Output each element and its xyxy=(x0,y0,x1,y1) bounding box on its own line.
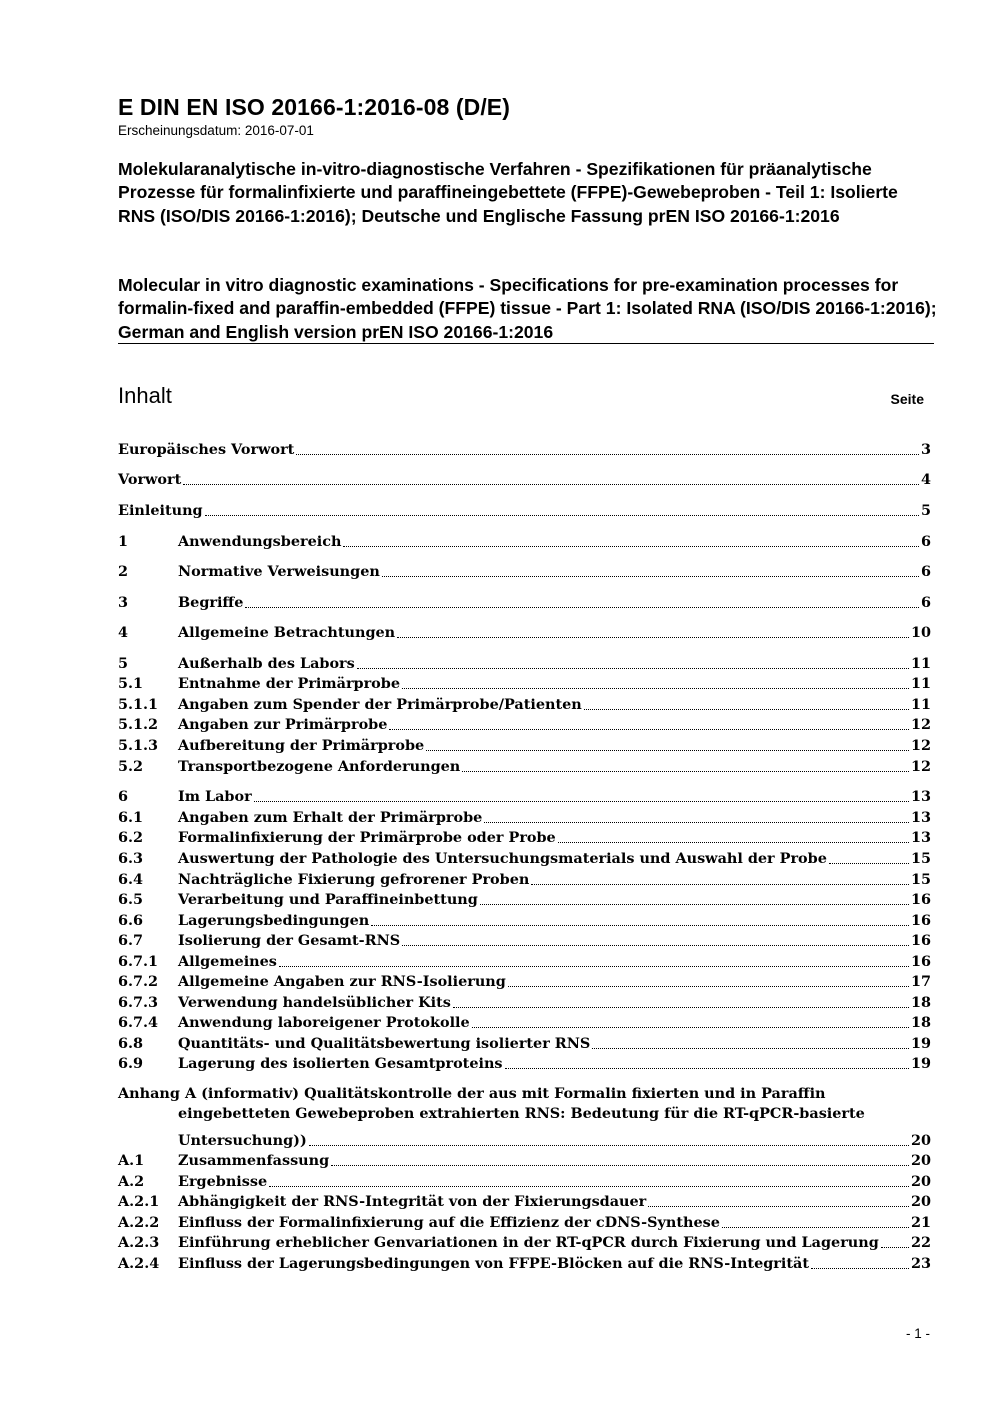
toc-entry[interactable] xyxy=(118,787,931,807)
toc-entry-title: Allgemeine Betrachtungen xyxy=(178,624,396,641)
toc-entry[interactable] xyxy=(118,562,931,582)
toc-entry[interactable] xyxy=(118,828,931,848)
toc-dot-leader xyxy=(531,884,909,885)
toc-entry-number: 6.9 xyxy=(118,1055,144,1072)
toc-entry-title: Entnahme der Primärprobe xyxy=(178,675,400,692)
toc-dot-leader xyxy=(371,925,909,926)
toc-entry-number: 6.2 xyxy=(118,829,144,846)
toc-entry-title: Außerhalb des Labors xyxy=(178,655,355,672)
toc-entry-title: Lagerung des isolierten Gesamtproteins xyxy=(178,1055,503,1072)
toc-entry[interactable] xyxy=(118,1054,931,1074)
toc-entry-title: Isolierung der Gesamt-RNS xyxy=(178,932,401,949)
toc-entry-page: 18 xyxy=(910,994,931,1011)
toc-entry-page: 19 xyxy=(910,1055,931,1072)
toc-entry[interactable] xyxy=(118,870,931,890)
toc-dot-leader xyxy=(480,904,909,905)
toc-entry[interactable] xyxy=(118,654,931,674)
toc-entry-number: A.2 xyxy=(118,1173,145,1190)
toc-entry-title: Abhängigkeit der RNS-Integrität von der Fixierungsdauer xyxy=(178,1193,647,1210)
toc-entry-number: 4 xyxy=(118,624,129,641)
toc-entry-title: Einführung erheblicher Genvariationen in der RT-qPCR durch Fixierung und Lagerung xyxy=(178,1234,879,1251)
toc-entry[interactable] xyxy=(118,1034,931,1054)
toc-dot-leader xyxy=(462,771,909,772)
toc-entry-page: 16 xyxy=(910,912,931,929)
toc-entry-title: Untersuchung)) xyxy=(178,1132,307,1149)
toc-entry-title: Quantitäts- und Qualitätsbewertung isolierter RNS xyxy=(178,1035,591,1052)
toc-dot-leader xyxy=(296,454,919,455)
toc-dot-leader xyxy=(389,729,909,730)
toc-dot-leader xyxy=(648,1206,909,1207)
toc-entry-number: A.2.1 xyxy=(118,1193,160,1210)
toc-entry[interactable] xyxy=(118,931,931,951)
toc-entry-title: Nachträgliche Fixierung gefrorener Proben xyxy=(178,871,530,888)
toc-entry[interactable] xyxy=(118,972,931,992)
toc-dot-leader xyxy=(397,637,909,638)
toc-entry-number: 6.7.2 xyxy=(118,973,159,990)
toc-entry-page: 6 xyxy=(920,533,931,550)
toc-entry-title: Angaben zur Primärprobe xyxy=(178,716,388,733)
toc-entry-number: 6.7.3 xyxy=(118,994,159,1011)
toc-entry-title: Zusammenfassung xyxy=(178,1152,330,1169)
toc-entry-page: 13 xyxy=(910,788,931,805)
toc-entry-page: 21 xyxy=(910,1214,931,1231)
toc-dot-leader xyxy=(584,709,909,710)
toc-entry-page: 11 xyxy=(910,696,931,713)
title-german: Molekularanalytische in-vitro-diagnostische Verfahren - Spezifikationen für präanalytische Prozesse für formalinfixierte und paraffineingebettete (FFPE)-Gewebeproben - Teil 1: Isolierte RNS (ISO/DIS 20166-1:2016); Deutsche und Englische Fassung prEN ISO 20166-1:2016 xyxy=(118,159,898,226)
toc-entry-number: 5 xyxy=(118,655,129,672)
toc-entry-number: 6.7.4 xyxy=(118,1014,159,1031)
toc-dot-leader xyxy=(881,1247,909,1248)
toc-entry-page: 20 xyxy=(910,1152,931,1169)
toc-entry-page: 6 xyxy=(920,594,931,611)
toc-dot-leader xyxy=(558,842,909,843)
toc-entry-page: 12 xyxy=(910,716,931,733)
toc-entry[interactable] xyxy=(118,532,931,552)
toc-entry[interactable] xyxy=(118,440,931,460)
toc-entry-title: Transportbezogene Anforderungen xyxy=(178,758,461,775)
toc-dot-leader xyxy=(245,607,919,608)
toc-entry-number: 6.8 xyxy=(118,1035,144,1052)
toc-entry-page: 3 xyxy=(920,441,931,458)
toc-dot-leader xyxy=(829,863,909,864)
toc-dot-leader xyxy=(453,1007,909,1008)
toc-entry[interactable] xyxy=(118,911,931,931)
toc-entry-page: 13 xyxy=(910,809,931,826)
toc-entry[interactable] xyxy=(118,501,931,521)
toc-entry-page: 6 xyxy=(920,563,931,580)
toc-entry-number: A.1 xyxy=(118,1152,145,1169)
toc-entry-page: 23 xyxy=(910,1255,931,1272)
toc-dot-leader xyxy=(183,484,919,485)
toc-entry-page: 17 xyxy=(910,973,931,990)
toc-entry-page: 12 xyxy=(910,737,931,754)
toc-entry-page: 16 xyxy=(910,891,931,908)
toc-entry-title: Einfluss der Formalinfixierung auf die Effizienz der cDNS-Synthese xyxy=(178,1214,720,1231)
toc-entry[interactable] xyxy=(118,470,931,490)
toc-entry-page: 11 xyxy=(910,655,931,672)
toc-entry[interactable] xyxy=(118,674,931,694)
toc-entry-number: A.2.4 xyxy=(118,1255,160,1272)
toc-entry-number: 6 xyxy=(118,788,129,805)
toc-entry[interactable] xyxy=(118,1013,931,1033)
toc-entry-number: 5.1.3 xyxy=(118,737,159,754)
page-number: - 1 - xyxy=(905,1326,930,1341)
toc-entry-title: Angaben zum Spender der Primärprobe/Patienten xyxy=(178,696,582,713)
toc-dot-leader xyxy=(472,1027,909,1028)
toc-entry-number: 1 xyxy=(118,533,129,550)
toc-entry-title: Normative Verweisungen xyxy=(178,563,380,580)
toc-dot-leader xyxy=(331,1165,909,1166)
document-id: E DIN EN ISO 20166-1:2016-08 (D/E) xyxy=(118,94,511,120)
toc-entry-page: 5 xyxy=(920,502,931,519)
toc-entry-number: 3 xyxy=(118,594,129,611)
toc-dot-leader xyxy=(205,515,919,516)
toc-entry-number: 6.7 xyxy=(118,932,144,949)
toc-entry-page: 12 xyxy=(910,758,931,775)
toc-annex-title-line-1[interactable]: Anhang A (informativ) Qualitätskontrolle der aus mit Formalin fixierten und in Paraffin xyxy=(118,1085,826,1102)
toc-entry[interactable] xyxy=(118,593,931,613)
toc-dot-leader xyxy=(343,546,919,547)
toc-entry-page: 15 xyxy=(910,871,931,888)
toc-page-column-label: Seite xyxy=(890,391,924,407)
toc-entry-number: 5.1 xyxy=(118,675,144,692)
toc-entry-number: 6.4 xyxy=(118,871,144,888)
toc-entry-number: 6.3 xyxy=(118,850,144,867)
toc-entry-page: 19 xyxy=(910,1035,931,1052)
toc-entry-number: 5.1.1 xyxy=(118,696,159,713)
toc-dot-leader xyxy=(382,576,919,577)
toc-entry[interactable] xyxy=(118,1131,931,1151)
toc-entry[interactable] xyxy=(118,1233,931,1253)
toc-entry-number: 6.7.1 xyxy=(118,953,159,970)
toc-entry-title: Verarbeitung und Paraffineinbettung xyxy=(178,891,478,908)
toc-dot-leader xyxy=(279,966,909,967)
toc-entry[interactable] xyxy=(118,695,931,715)
toc-entry-title: Lagerungsbedingungen xyxy=(178,912,370,929)
toc-entry-title: Auswertung der Pathologie des Untersuchungsmaterials und Auswahl der Probe xyxy=(178,850,827,867)
toc-entry[interactable] xyxy=(118,715,931,735)
issue-date: Erscheinungsdatum: 2016-07-01 xyxy=(118,123,314,138)
toc-entry-number: A.2.2 xyxy=(118,1214,160,1231)
toc-dot-leader xyxy=(357,668,909,669)
title-divider xyxy=(118,343,934,344)
toc-entry-title: Allgemeine Angaben zur RNS-Isolierung xyxy=(178,973,506,990)
toc-entry-title: Verwendung handelsüblicher Kits xyxy=(178,994,451,1011)
toc-dot-leader xyxy=(402,945,909,946)
toc-entry-title: Formalinfixierung der Primärprobe oder Probe xyxy=(178,829,556,846)
toc-entry-title: Vorwort xyxy=(118,471,182,488)
toc-entry-page: 20 xyxy=(910,1132,931,1149)
toc-entry-page: 15 xyxy=(910,850,931,867)
toc-entry[interactable] xyxy=(118,1254,931,1274)
toc-entry-title: Einfluss der Lagerungsbedingungen von FFPE-Blöcken auf die RNS-Integrität xyxy=(178,1255,809,1272)
toc-entry[interactable] xyxy=(118,952,931,972)
toc-entry-number: 2 xyxy=(118,563,129,580)
toc-entry-title: Aufbereitung der Primärprobe xyxy=(178,737,425,754)
toc-dot-leader xyxy=(254,801,909,802)
toc-heading: Inhalt xyxy=(118,383,172,408)
toc-entry-page: 18 xyxy=(910,1014,931,1031)
toc-entry[interactable] xyxy=(118,1151,931,1171)
toc-dot-leader xyxy=(426,750,909,751)
toc-entry[interactable] xyxy=(118,623,931,643)
toc-entry-page: 10 xyxy=(910,624,931,641)
toc-entry[interactable] xyxy=(118,736,931,756)
toc-entry[interactable] xyxy=(118,1172,931,1192)
title-english: Molecular in vitro diagnostic examinations - Specifications for pre-examination processes for formalin-fixed and paraffin-embedded (FFPE) tissue - Part 1: Isolated RNA (ISO/DIS 20166-1:2016); German and English version prEN ISO 20166-1:2016 xyxy=(118,275,937,342)
toc-entry-page: 16 xyxy=(910,953,931,970)
toc-dot-leader xyxy=(811,1268,909,1269)
toc-entry[interactable] xyxy=(118,808,931,828)
toc-entry-title: Anwendung laboreigener Protokolle xyxy=(178,1014,470,1031)
toc-entry[interactable] xyxy=(118,993,931,1013)
toc-entry-number: 6.5 xyxy=(118,891,144,908)
toc-entry[interactable] xyxy=(118,849,931,869)
toc-dot-leader xyxy=(402,688,909,689)
toc-annex-title-line-2[interactable]: eingebetteten Gewebeproben extrahierten RNS: Bedeutung für die RT-qPCR-basierte xyxy=(178,1105,865,1122)
toc-entry[interactable] xyxy=(118,1213,931,1233)
toc-entry-title: Ergebnisse xyxy=(178,1173,268,1190)
toc-entry-page: 22 xyxy=(910,1234,931,1251)
toc-entry-page: 4 xyxy=(920,471,931,488)
toc-dot-leader xyxy=(309,1145,909,1146)
toc-dot-leader xyxy=(484,822,909,823)
toc-entry-title: Im Labor xyxy=(178,788,252,805)
toc-dot-leader xyxy=(505,1068,909,1069)
toc-entry-title: Angaben zum Erhalt der Primärprobe xyxy=(178,809,483,826)
toc-entry-title: Einleitung xyxy=(118,502,203,519)
toc-entry-page: 20 xyxy=(910,1173,931,1190)
toc-entry-page: 20 xyxy=(910,1193,931,1210)
toc-entry[interactable] xyxy=(118,1192,931,1212)
toc-entry-title: Allgemeines xyxy=(178,953,277,970)
toc-entry-title: Europäisches Vorwort xyxy=(118,441,295,458)
toc-entry[interactable] xyxy=(118,757,931,777)
toc-entry-number: 6.6 xyxy=(118,912,144,929)
toc-entry-number: 5.2 xyxy=(118,758,144,775)
toc-entry-title: Begriffe xyxy=(178,594,244,611)
toc-entry-title: Anwendungsbereich xyxy=(178,533,342,550)
toc-entry-page: 11 xyxy=(910,675,931,692)
toc-dot-leader xyxy=(722,1227,909,1228)
toc-entry-number: 5.1.2 xyxy=(118,716,159,733)
toc-entry-number: A.2.3 xyxy=(118,1234,160,1251)
toc-entry-page: 13 xyxy=(910,829,931,846)
toc-dot-leader xyxy=(269,1186,909,1187)
toc-dot-leader xyxy=(508,986,909,987)
toc-entry-page: 16 xyxy=(910,932,931,949)
toc-entry-number: 6.1 xyxy=(118,809,144,826)
toc-dot-leader xyxy=(592,1048,909,1049)
toc-entry[interactable] xyxy=(118,890,931,910)
